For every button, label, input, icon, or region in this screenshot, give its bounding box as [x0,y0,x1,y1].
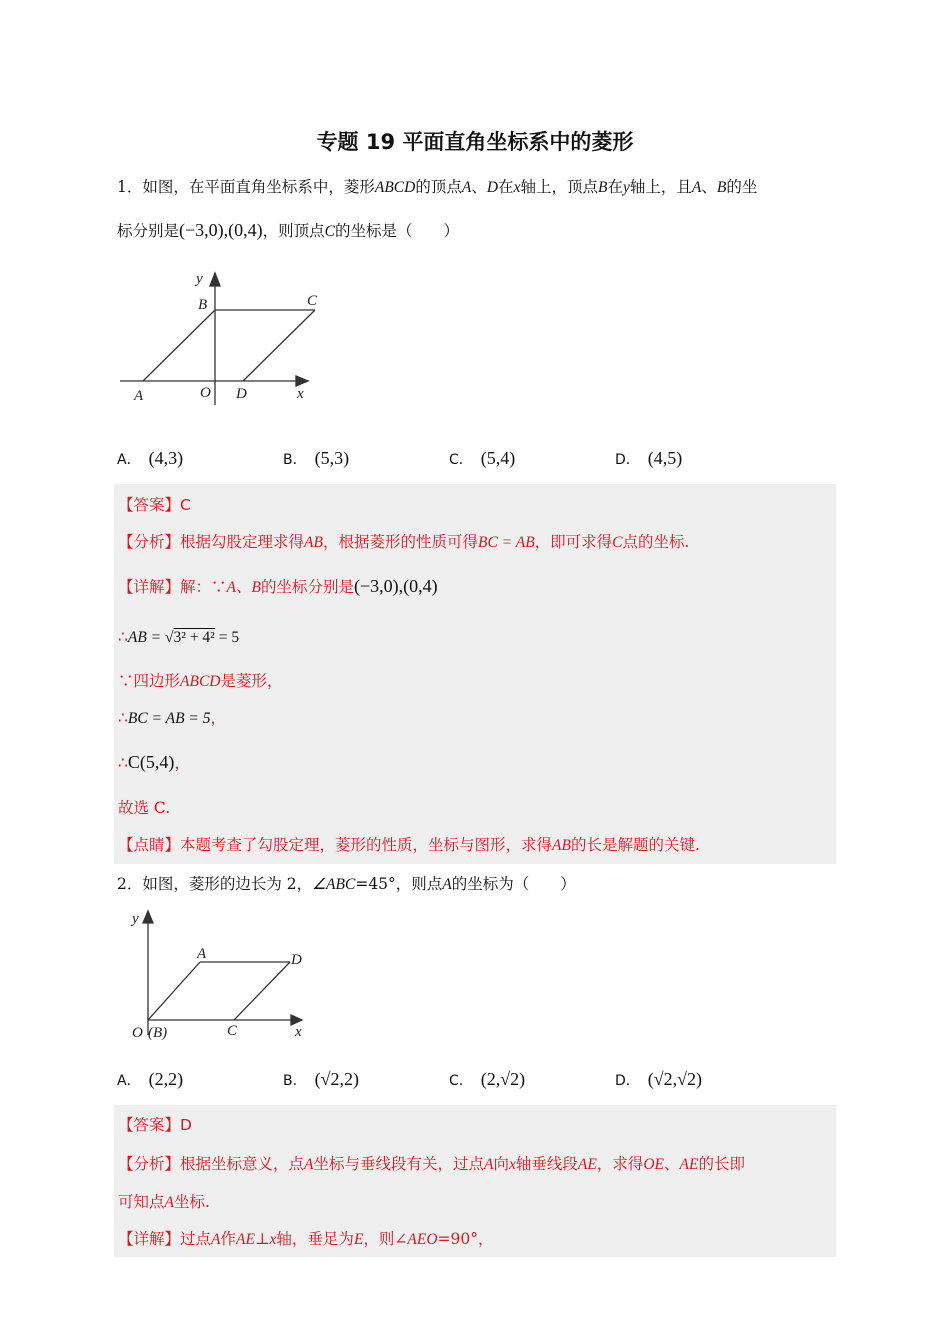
q1-analysis: 【分析】根据勾股定理求得AB，根据菱形的性质可得BC = AB，即可求得C点的坐标. [118,533,690,551]
q2-label-y: y [132,911,139,927]
q2-detail: 【详解】过点A作AE⊥x轴，垂足为E，则∠AEO=90°， [118,1230,494,1248]
q2-answer: 【答案】D [118,1116,192,1134]
q1-answer: 【答案】C [118,496,191,514]
q1-side-cd [243,310,315,381]
q2-option-a[interactable]: A． (2,2) [117,1069,184,1089]
q1-label-x: x [297,386,304,402]
q1-y-arrow [210,273,220,286]
q1-figure [110,265,350,415]
q2-label-C: C [227,1023,238,1039]
q1-label-O: O [200,385,211,401]
q2-y-arrow [143,911,153,923]
q2-label-A: A [197,946,207,962]
q1-label-C: C [307,293,318,309]
q2-label-B: (B) [148,1025,168,1041]
q2-option-d[interactable]: D． (√2,√2) [615,1069,703,1089]
q1-comment: 【点睛】本题考查了勾股定理，菱形的性质，坐标与图形，求得AB的长是解题的关键. [118,836,700,854]
q1-label-y: y [196,271,203,287]
q1-option-c[interactable]: C． (5,4) [449,448,516,468]
q1-label-B: B [198,297,208,313]
q1-option-d[interactable]: D． (4,5) [615,448,683,468]
q2-figure [110,905,330,1045]
q1-x-arrow [296,376,308,386]
q2-label-O: O [132,1025,143,1041]
q2-label-x: x [295,1024,302,1040]
sqrt-sign: √ [165,629,174,646]
q1-option-b[interactable]: B． (5,3) [283,448,350,468]
q2-analysis-line2: 可知点A坐标. [118,1193,210,1211]
q1-side-ab [143,310,215,381]
q2-option-b[interactable]: B． (√2,2) [283,1069,359,1089]
q2-side-ba [148,962,200,1020]
q1-step-ab: ∴AB = √3² + 4² = 5 [118,628,240,646]
q2-label-D: D [291,952,302,968]
q1-step-c: ∴C(5,4)， [118,752,190,772]
q1-choose: 故选 C. [118,799,171,817]
q1-label-A: A [134,388,144,404]
q1-stem-line1: 1．如图，在平面直角坐标系中，菱形ABCD的顶点A、D在x轴上，顶点B在y轴上，且A、B的坐 [117,178,758,196]
q2-analysis-line1: 【分析】根据坐标意义，点A坐标与垂线段有关，过点A向x轴垂线段AE，求得OE、AE的长即 [118,1155,745,1173]
q2-stem: 2．如图，菱形的边长为 2，∠ABC=45°，则点A的坐标为（ ） [117,875,576,893]
q1-detail: 【详解】解：∵A、B的坐标分别是(−3,0),(0,4) [118,576,438,596]
q1-stem-line2: 标分别是(−3,0),(0,4)，则顶点C的坐标是（ ） [117,220,460,240]
q1-step-rhombus: ∵四边形ABCD是菱形， [118,672,283,690]
q2-option-c[interactable]: C． (2,√2) [449,1069,526,1089]
q1-step-bc: ∴BC = AB = 5， [118,709,227,727]
q2-side-dc [234,962,290,1020]
page-title: 专题 19 平面直角坐标系中的菱形 [316,130,634,154]
q1-option-a[interactable]: A． (4,3) [117,448,184,468]
q1-label-D: D [236,386,247,402]
